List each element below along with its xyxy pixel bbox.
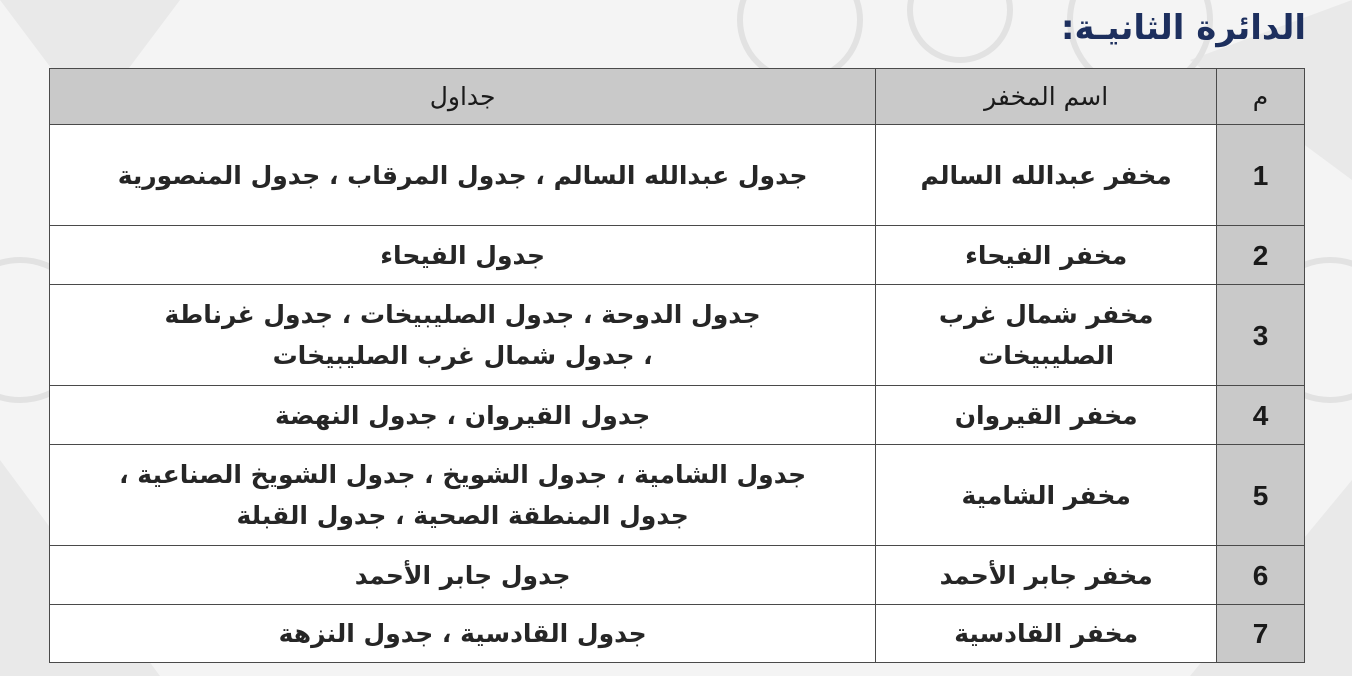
center-name: الصليبيخات [978,341,1115,370]
center-name: مخفر الفيحاء [965,240,1128,270]
header-center-name: اسم المخفر [876,69,1217,125]
center-name: مخفر جابر الأحمد [939,560,1153,590]
row-number: 1 [1217,125,1305,226]
schedules-cell [50,445,876,546]
schedules-cell [50,605,876,663]
schedule-list: جدول القيروان ، جدول النهضة [274,400,651,430]
page-title: الدائرة الثانيـة: [1060,8,1306,48]
center-name-cell [876,605,1217,663]
schedule-list: جدول المنطقة الصحية ، جدول القبلة [236,501,689,530]
table-row [50,445,1305,546]
schedules-cell [50,546,876,605]
center-name-cell [876,386,1217,445]
schedules-cell [50,285,876,386]
schedule-list: جدول جابر الأحمد [354,560,571,590]
schedule-list: جدول عبدالله السالم ، جدول المرقاب ، جدول المنصورية [117,160,808,190]
center-name: مخفر شمال غرب [938,300,1154,329]
row-number: 4 [1217,386,1305,445]
center-name-cell [876,285,1217,386]
center-name-cell [876,125,1217,226]
schedule-list: جدول الشامية ، جدول الشويخ ، جدول الشويخ الصناعية ، [119,460,807,489]
circles-table [49,68,1305,663]
center-name-cell [876,226,1217,285]
table-row [50,285,1305,386]
table-row [50,605,1305,663]
row-number: 6 [1217,546,1305,605]
center-name-cell [876,546,1217,605]
schedule-list: جدول القادسية ، جدول النزهة [278,619,647,648]
table-row [50,386,1305,445]
header-schedules: جداول [50,69,876,125]
row-number: 5 [1217,445,1305,546]
table-row [50,125,1305,226]
row-number: 2 [1217,226,1305,285]
center-name: مخفر عبدالله السالم [920,160,1172,190]
schedules-cell [50,125,876,226]
schedule-list: ، جدول شمال غرب الصليبيخات [272,341,653,370]
schedules-cell [50,386,876,445]
schedules-cell [50,226,876,285]
schedule-list: جدول الفيحاء [380,240,545,270]
row-number: 3 [1217,285,1305,386]
center-name: مخفر القيروان [954,400,1138,430]
header-num: م [1217,69,1305,125]
table-row [50,546,1305,605]
schedule-list: جدول الدوحة ، جدول الصليبيخات ، جدول غرناطة [164,300,761,329]
center-name: مخفر الشامية [961,480,1131,510]
center-name: مخفر القادسية [954,619,1139,648]
row-number: 7 [1217,605,1305,663]
center-name-cell [876,445,1217,546]
table-row [50,226,1305,285]
table-header-row [50,69,1305,125]
